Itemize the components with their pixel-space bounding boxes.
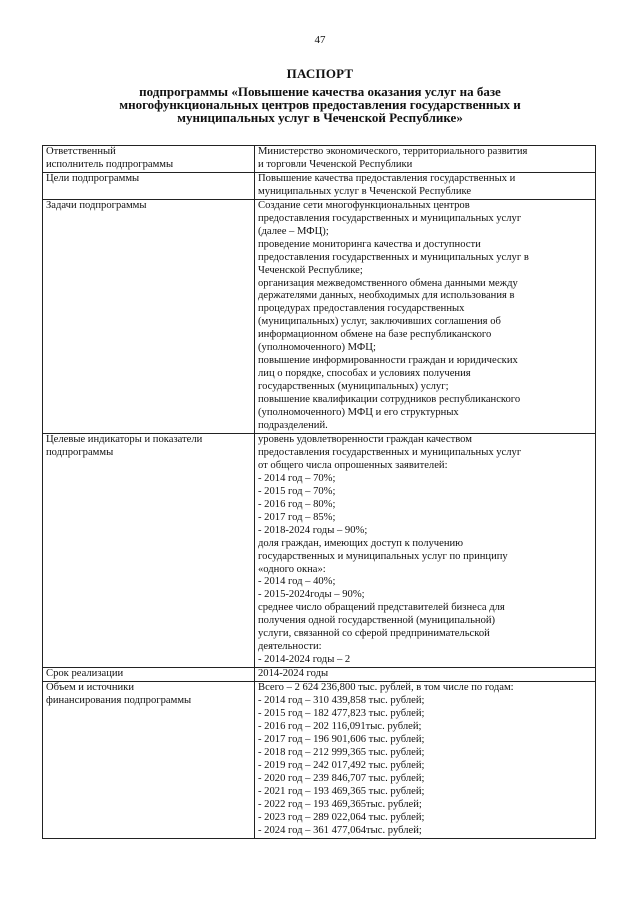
text-line: Цели подпрограммы [46,172,140,184]
text-line: Чеченской Республике; [258,264,363,276]
text-line: Срок реализации [46,668,124,680]
table-row-period [43,668,596,682]
text-line: финансирования подпрограммы [46,695,192,707]
text-line: - 2019 год – 242 017,492 тыс. рублей; [258,759,425,771]
text-line: Ответственный [46,146,116,157]
text-line: подразделений. [258,420,328,432]
text-line: 2014-2024 годы [258,668,329,680]
subprogram-title-line: муниципальных услуг в Чеченской Республике» [177,110,463,125]
row-value [255,172,596,199]
text-line: предоставления государственных и муниципальных услуг [258,446,522,458]
text-line: повышение квалификации сотрудников республиканского [258,394,521,406]
text-line: Задачи подпрограммы [46,199,147,211]
text-line: уровень удовлетворенности граждан качеством [258,433,472,445]
text-line: Объем и источники [46,682,134,694]
text-line: - 2023 год – 289 022,064 тыс. рублей; [258,811,425,823]
subprogram-title-line: подпрограммы «Повышение качества оказания услуг на базе [139,84,501,99]
row-value [255,146,596,173]
text-line: - 2018-2024 годы – 90%; [258,524,368,536]
row-label [43,433,255,667]
text-line: проведение мониторинга качества и доступности [258,238,481,250]
text-line: и торговли Чеченской Республики [258,158,413,170]
text-line: муниципальных услуг в Чеченской Республике [258,185,472,197]
text-line: Повышение качества предоставления государственных и [258,172,516,184]
row-label [43,172,255,199]
text-line: государственных и муниципальных услуг по принципу [258,550,508,562]
row-label [43,668,255,682]
subprogram-title-line: многофункциональных центров предоставления государственных и [119,97,521,112]
table-row-goals [43,172,596,199]
text-line: - 2014 год – 70%; [258,472,336,484]
text-line: - 2015-2024годы – 90%; [258,589,365,601]
table-row-funding [43,682,596,838]
table-row-responsible-executor [43,146,596,173]
text-line: Министерство экономического, территориального развития [258,146,528,157]
row-value [255,199,596,433]
text-line: (далее – МФЦ); [258,225,329,237]
text-line: Целевые индикаторы и показатели [46,433,203,445]
text-line: услуги, связанной со сферой предпринимательской [258,628,490,640]
text-line: - 2022 год – 193 469,365тыс. рублей; [258,798,422,810]
passport-table [42,145,596,839]
row-label [43,146,255,173]
row-value [255,668,596,682]
text-line: лиц о порядке, способах и условиях получения [258,368,471,380]
text-line: государственных (муниципальных) услуг; [258,381,449,393]
table-row-tasks [43,199,596,433]
text-line: - 2014-2024 годы – 2 [258,654,351,666]
row-value [255,433,596,667]
text-line: организация межведомственного обмена данными между [258,277,518,289]
text-line: предоставления государственных и муниципальных услуг в [258,251,529,263]
text-line: от общего числа опрошенных заявителей: [258,459,448,471]
text-line: - 2014 год – 40%; [258,576,336,588]
text-line: получения одной государственной (муниципальной) [258,615,496,627]
text-line: (уполномоченного) МФЦ; [258,342,376,354]
text-line: (муниципальных) услуг, заключивших соглашения об [258,316,501,328]
text-line: - 2020 год – 239 846,707 тыс. рублей; [258,772,425,784]
text-line: среднее число обращений представителей бизнеса для [258,602,505,614]
text-line: «одного окна»: [258,563,326,575]
table-row-indicators [43,433,596,667]
text-line: - 2016 год – 80%; [258,498,336,510]
text-line: - 2016 год – 202 116,091тыс. рублей; [258,720,422,732]
text-line: - 2015 год – 70%; [258,485,336,497]
text-line: Создание сети многофункциональных центров [258,199,470,211]
page-number: 47 [314,34,326,46]
row-label [43,682,255,838]
text-line: информационном обмене на базе республиканского [258,329,492,341]
text-line: - 2021 год – 193 469,365 тыс. рублей; [258,785,425,797]
text-line: процедурах предоставления государственных [258,303,465,315]
text-line: - 2018 год – 212 999,365 тыс. рублей; [258,746,425,758]
text-line: доля граждан, имеющих доступ к получению [258,537,464,549]
passport-table-body [43,146,596,839]
text-line: Всего – 2 624 236,800 тыс. рублей, в том числе по годам: [258,682,514,694]
row-value [255,682,596,838]
text-line: исполнитель подпрограммы [46,158,174,170]
subprogram-title [90,85,550,124]
document-title: ПАСПОРТ [286,66,354,81]
text-line: деятельности: [258,641,322,653]
text-line: (уполномоченного) МФЦ и его структурных [258,407,459,419]
text-line: - 2015 год – 182 477,823 тыс. рублей; [258,707,425,719]
text-line: держателями данных, необходимых для использования в [258,290,515,302]
text-line: подпрограммы [46,446,114,458]
text-line: - 2017 год – 85%; [258,511,336,523]
text-line: - 2024 год – 361 477,064тыс. рублей; [258,824,422,836]
row-label [43,199,255,433]
text-line: - 2014 год – 310 439,858 тыс. рублей; [258,695,425,707]
text-line: - 2017 год – 196 901,606 тыс. рублей; [258,733,425,745]
text-line: повышение информированности граждан и юридических [258,355,518,367]
text-line: предоставления государственных и муниципальных услуг [258,212,522,224]
